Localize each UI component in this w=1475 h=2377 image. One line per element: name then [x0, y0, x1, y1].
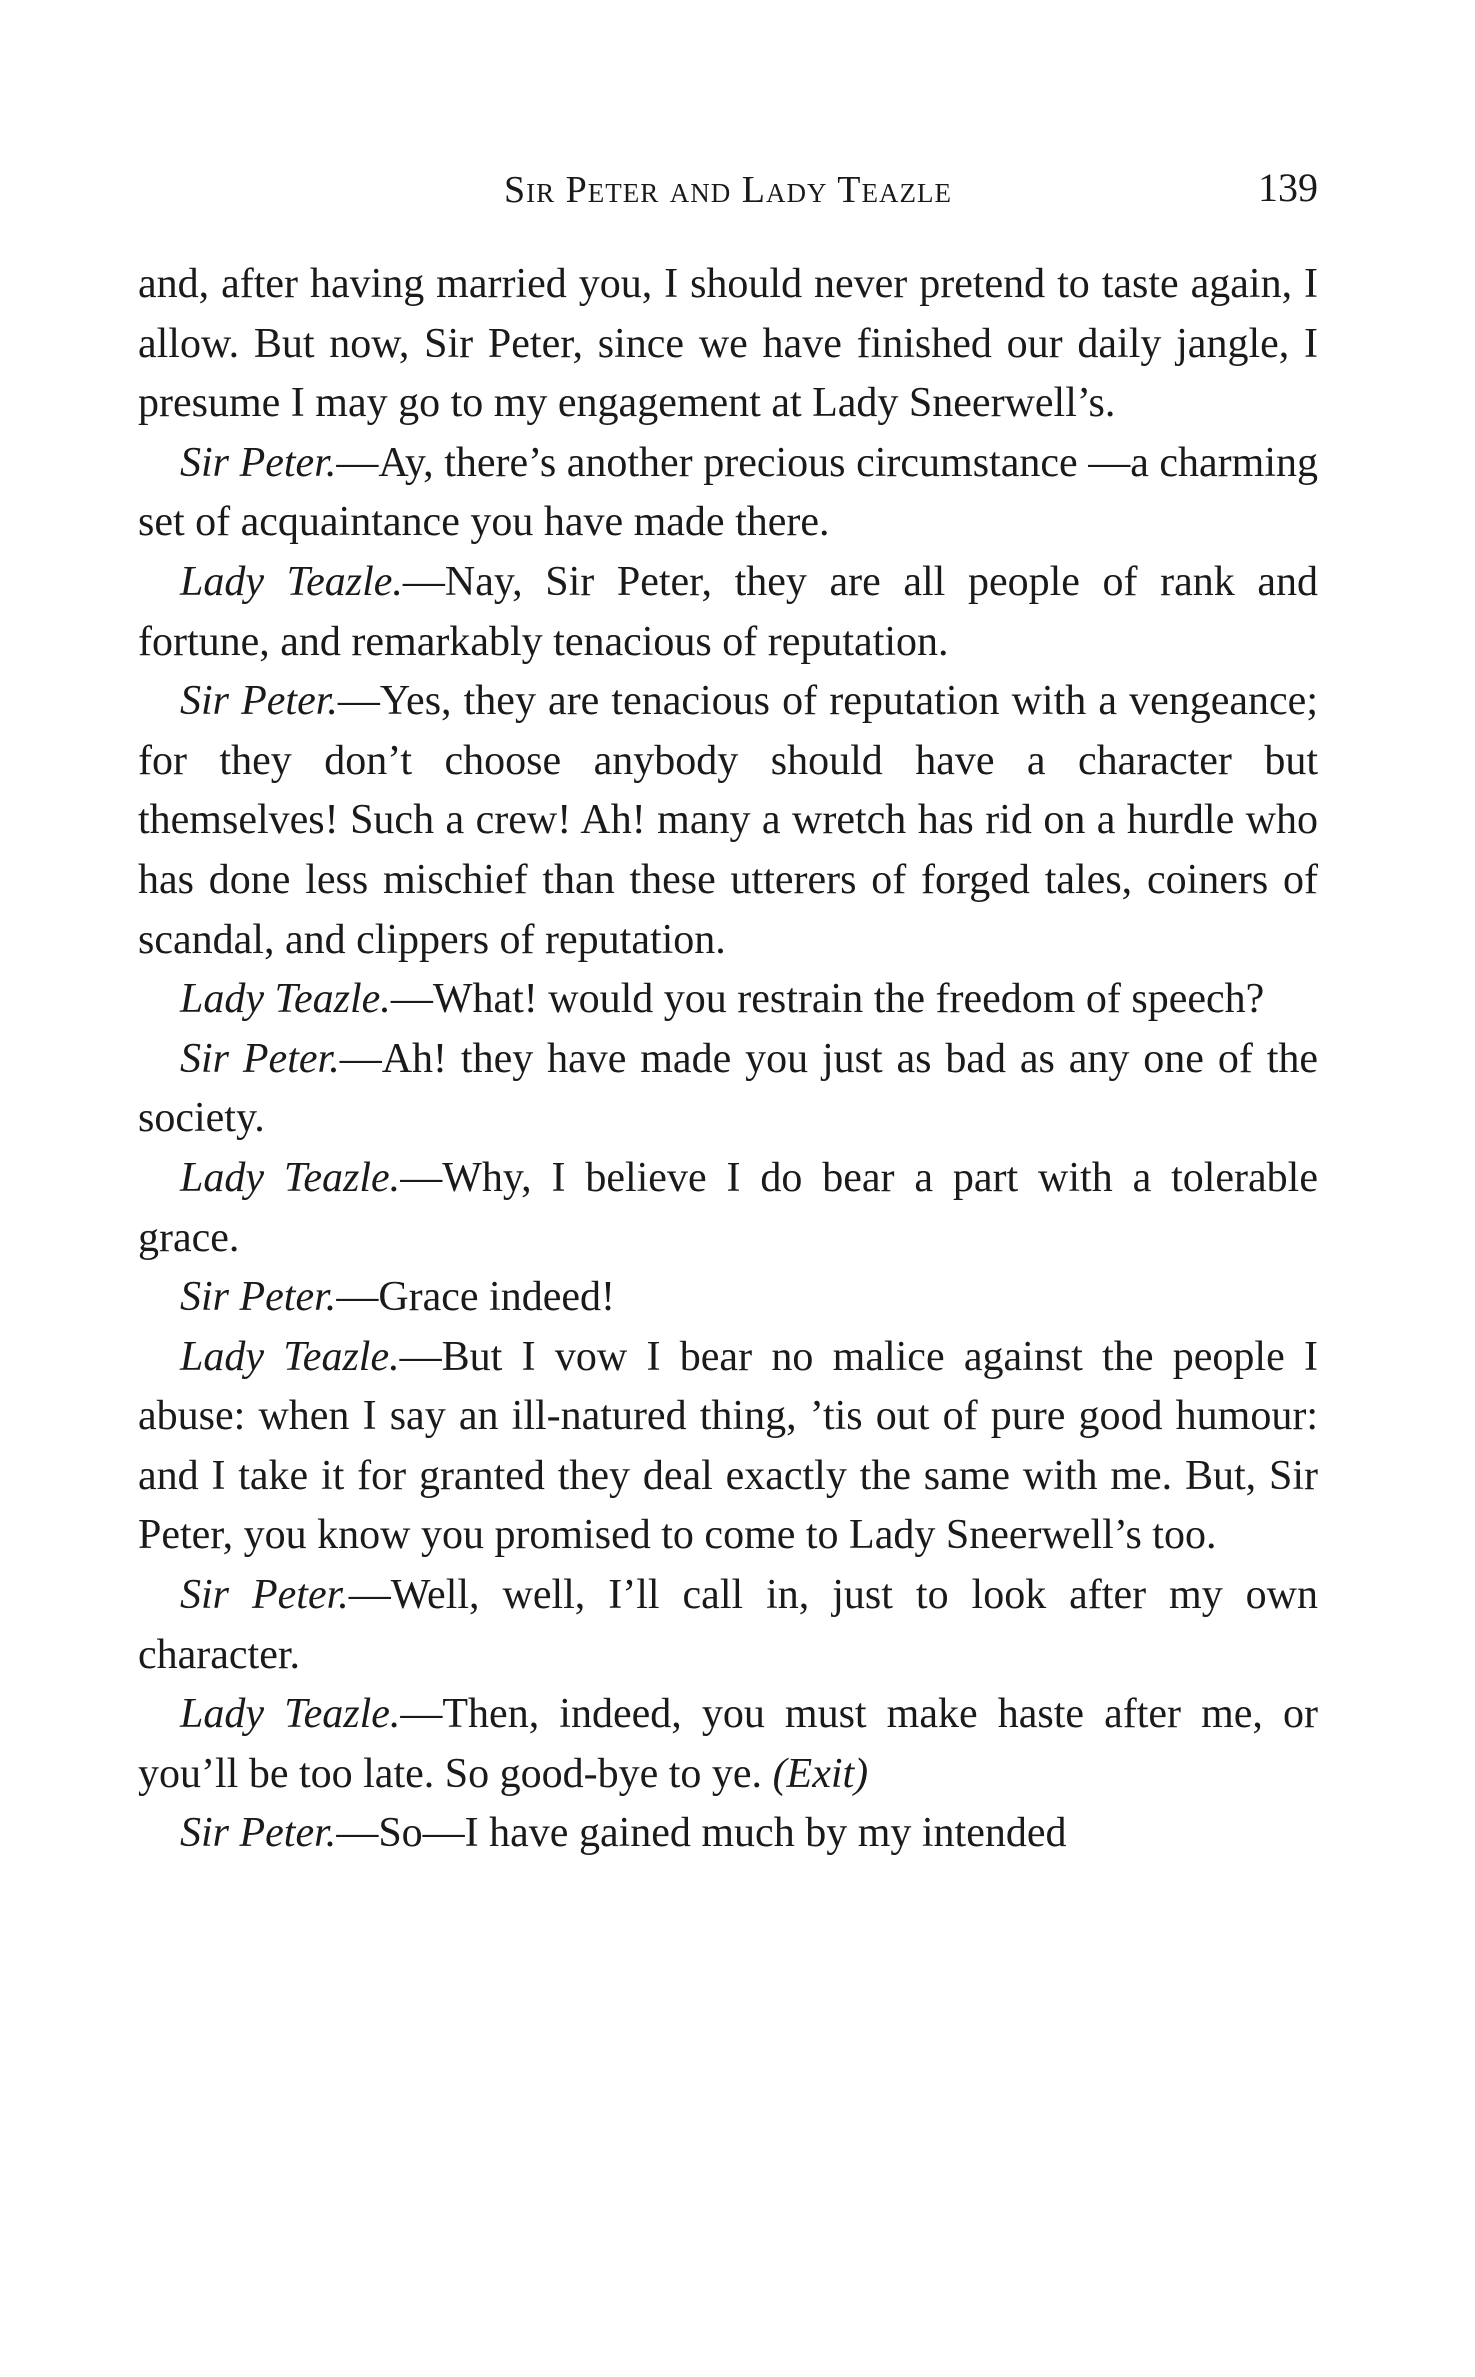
paragraph-text: Yes, they are tenacious of reputation with a vengeance; for they don’t choose anybody should have a character but themselves! Such a crew! Ah! many a wretch has rid on a hurdle who has done less mischief than these utterers of forged tales, coiners of scandal, and clippers of reputation.: [138, 678, 1318, 963]
speech-paragraph: [138, 672, 1318, 970]
em-dash: —: [400, 1154, 443, 1201]
em-dash: —: [400, 1691, 443, 1738]
speaker-name: Lady Teazle.: [180, 1154, 401, 1201]
speaker-name: Lady Teazle.: [180, 558, 403, 605]
paragraph-text: Ah! they have made you just as bad as any one of the society.: [138, 1035, 1319, 1142]
paragraph-continuation: [138, 255, 1318, 434]
speaker-name: Sir Peter.: [180, 1810, 337, 1857]
speaker-name: Lady Teazle.: [180, 976, 391, 1023]
speaker-name: Sir Peter.: [180, 1274, 337, 1321]
speech-paragraph: [138, 434, 1318, 553]
em-dash: —: [336, 439, 379, 486]
em-dash: —: [399, 1333, 442, 1380]
paragraph-text: Nay, Sir Peter, they are all people of rank and fortune, and remarkably tenacious of reputation.: [138, 558, 1318, 665]
running-title: Sir Peter and Lady Teazle: [504, 169, 952, 211]
speech-paragraph: [138, 1030, 1318, 1149]
body-text: [138, 255, 1318, 1864]
em-dash: —: [336, 1274, 379, 1321]
em-dash: —: [336, 1810, 379, 1857]
page-number: 139: [1258, 165, 1318, 210]
running-head: [138, 165, 1318, 218]
paragraph-text: So—I have gained much by my intended: [378, 1810, 1067, 1857]
speaker-name: Lady Teazle.: [180, 1691, 401, 1738]
paragraph-text: Why, I believe I do bear a part with a tolerable grace.: [138, 1154, 1318, 1261]
speech-paragraph: [138, 1804, 1318, 1864]
speaker-name: Sir Peter.: [180, 1572, 349, 1619]
speaker-name: Sir Peter.: [180, 439, 337, 486]
speech-paragraph: [138, 1566, 1318, 1685]
em-dash: —: [348, 1572, 391, 1619]
paragraph-text: Well, well, I’ll call in, just to look after my own character.: [138, 1572, 1318, 1678]
em-dash: —: [337, 678, 380, 725]
em-dash: —: [390, 976, 433, 1023]
paragraph-text: Then, indeed, you must make haste after me, or you’ll be too late. So good-bye to ye.: [138, 1691, 1318, 1797]
stage-direction: (Exit): [772, 1750, 869, 1797]
speech-paragraph: [138, 970, 1318, 1030]
em-dash: —: [402, 558, 445, 605]
speech-paragraph: [138, 1268, 1318, 1328]
paragraph-text: and, after having married you, I should never pretend to taste again, I allow. But now, Sir Peter, since we have finished our daily jangle, I presume I may go to my engagement at Lady Sneerwell’s.: [138, 261, 1318, 427]
speech-paragraph: [138, 553, 1318, 672]
paragraph-text: Grace indeed!: [378, 1274, 615, 1321]
speaker-name: Sir Peter.: [180, 1035, 340, 1082]
paragraph-text: Ay, there’s another precious circumstance —a charming set of acquaintance you have made there.: [138, 439, 1319, 546]
paragraph-text: But I vow I bear no malice against the people I abuse: when I say an ill-natured thing, ’tis out of pure good humour: and I take it for granted they deal exactly the same with me. But, Sir Peter, you know you promised to come to Lady Sneerwell’s too.: [138, 1333, 1318, 1559]
em-dash: —: [339, 1035, 382, 1082]
speech-paragraph: [138, 1149, 1318, 1268]
speech-paragraph: [138, 1685, 1318, 1804]
speaker-name: Sir Peter.: [180, 678, 338, 725]
paragraph-text: What! would you restrain the freedom of speech?: [432, 976, 1265, 1023]
speaker-name: Lady Teazle.: [180, 1333, 400, 1380]
speech-paragraph: [138, 1328, 1318, 1566]
